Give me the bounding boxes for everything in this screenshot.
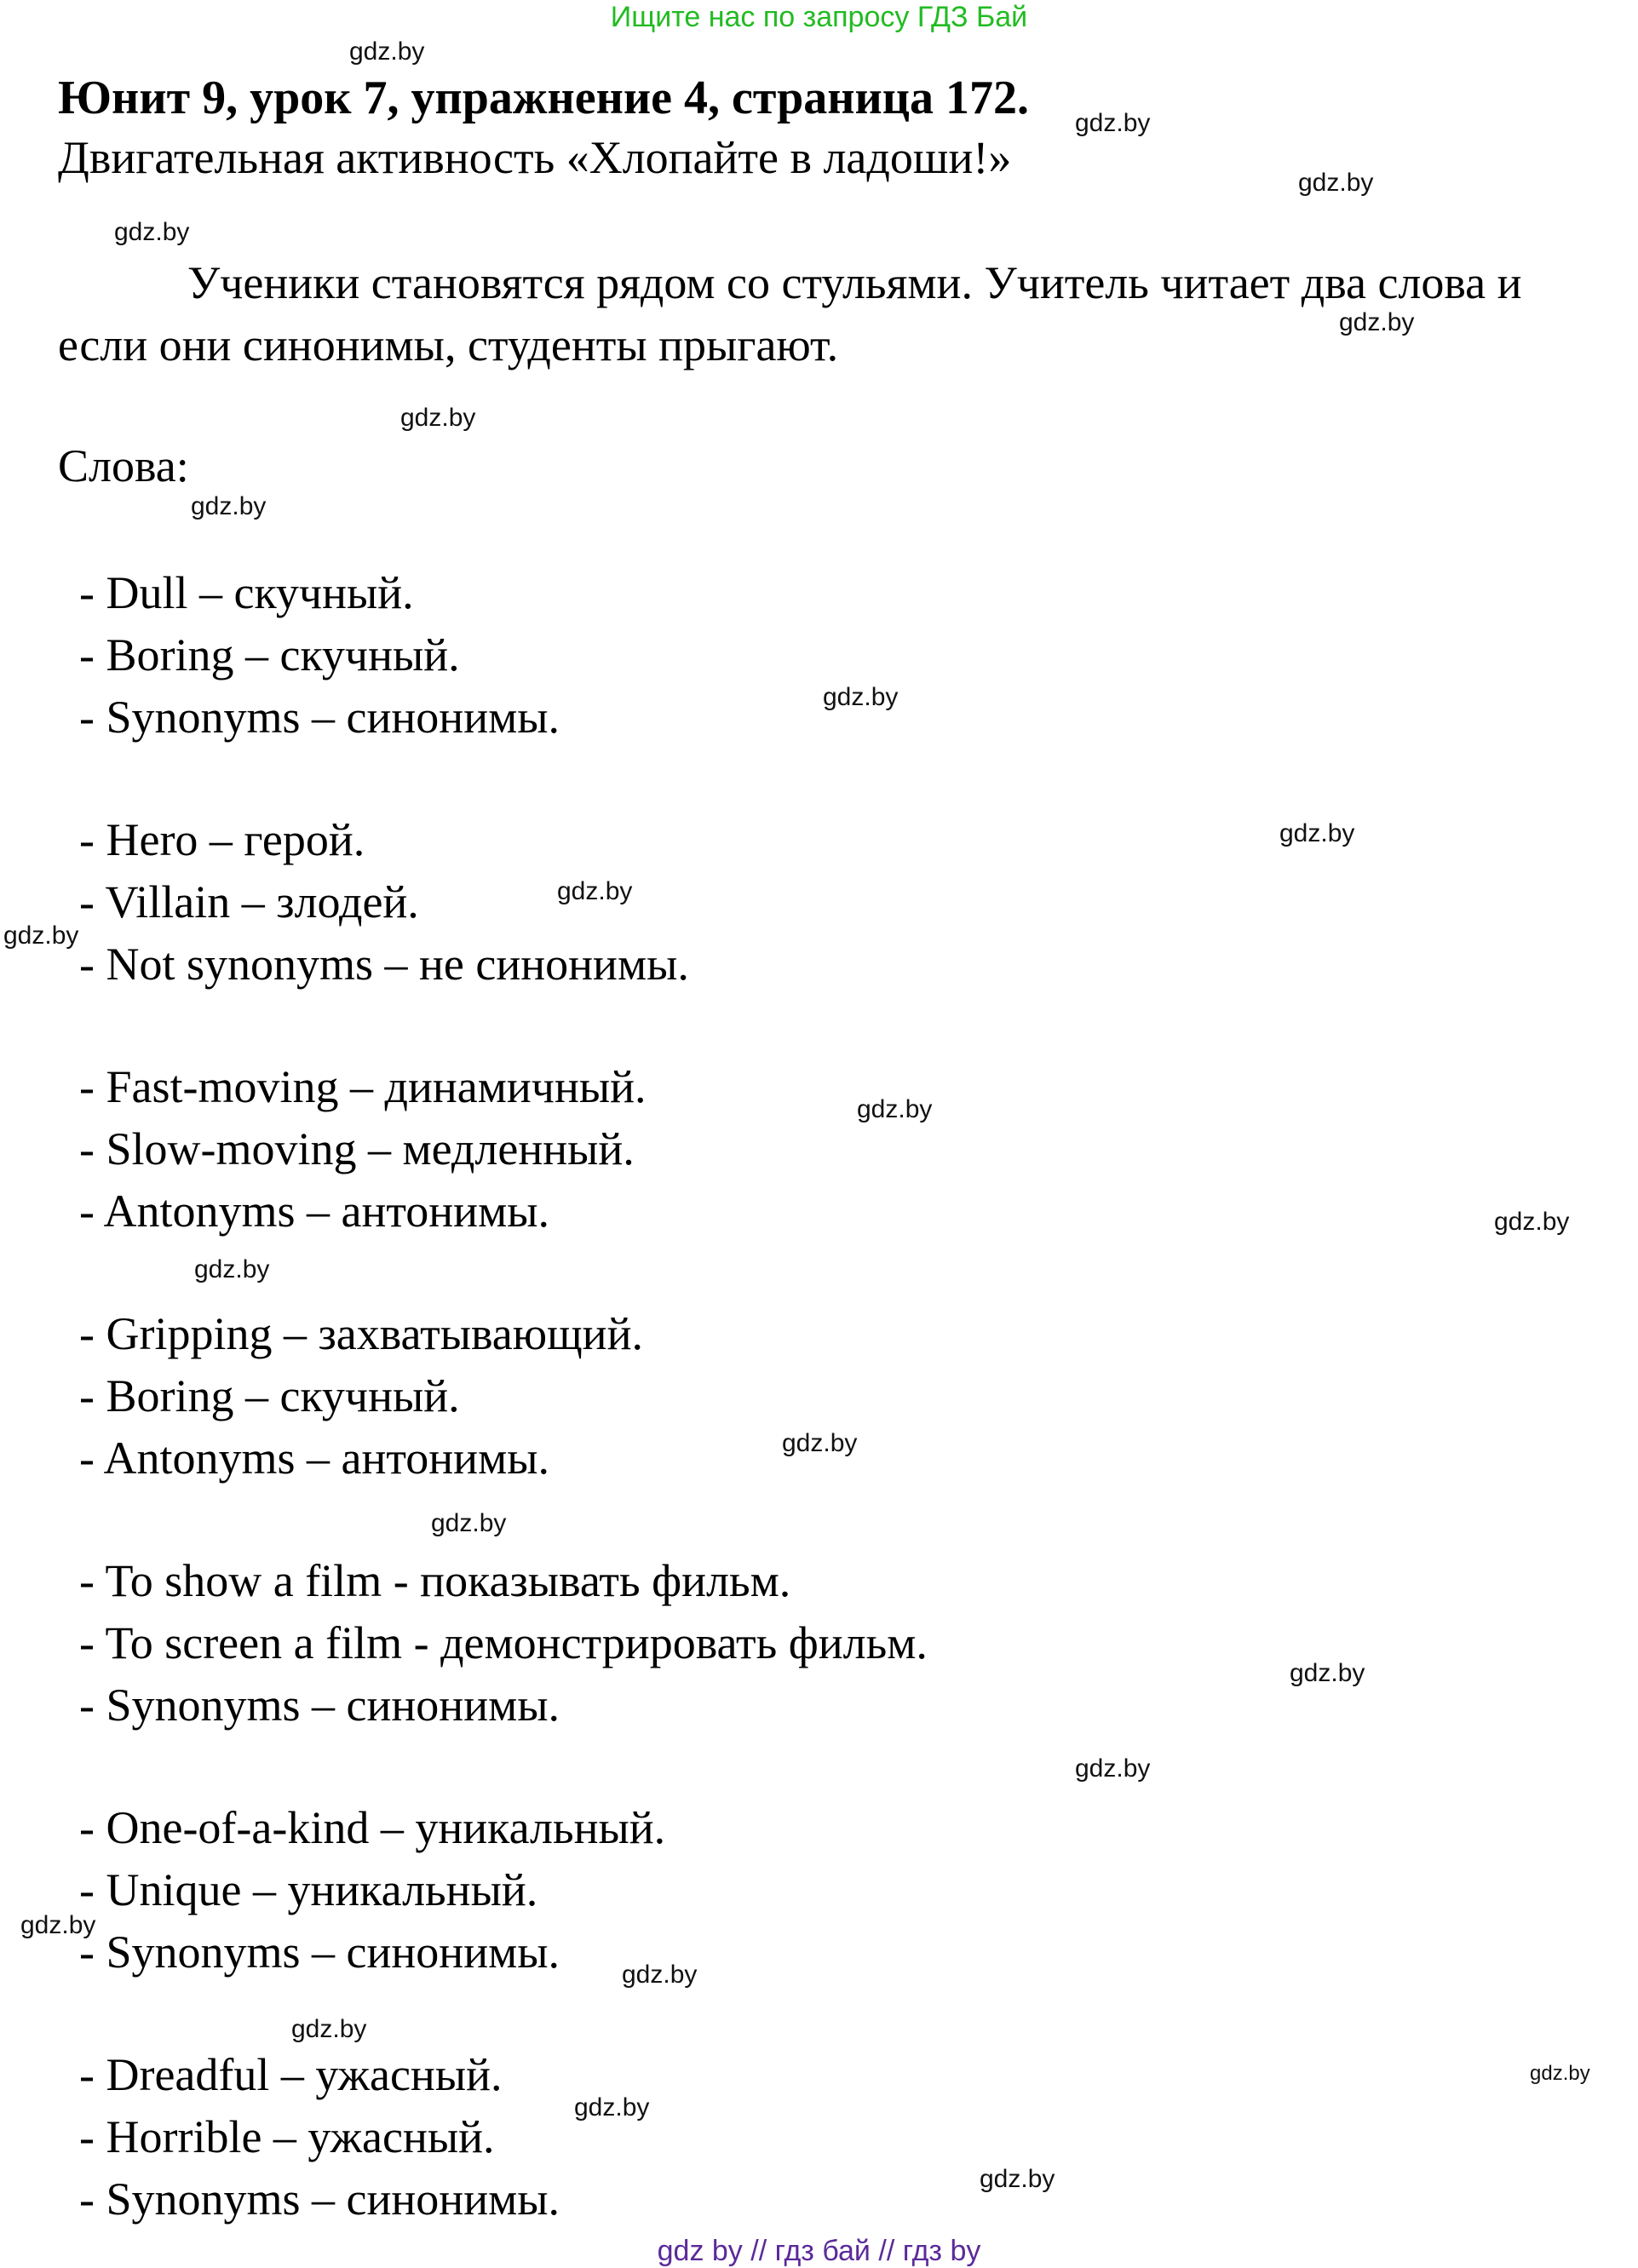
word-item: - Boring – скучный. [79,1370,460,1421]
top-banner-link[interactable]: Ищите нас по запросу ГДЗ Бай [610,1,1028,33]
word-item: - Gripping – захватывающий. [79,1308,643,1359]
word-item: - To show a film - показывать фильм. [79,1555,791,1606]
word-group-7 [79,2044,560,2231]
watermark: gdz.by [622,1961,698,1989]
word-item: - Boring – скучный. [79,629,460,680]
word-group-6 [79,1797,665,1984]
watermark: gdz.by [1075,109,1151,137]
footer-links[interactable]: gdz by // гдз бай // гдз by [657,2235,981,2267]
word-item: - Synonyms – синонимы. [79,692,560,743]
word-item: - Slow-moving – медленный. [79,1123,635,1174]
word-group-3 [79,1056,647,1243]
word-item: - Horrible – ужасный. [79,2111,495,2162]
word-group-4 [79,1303,643,1490]
watermark: gdz.by [1075,1754,1151,1783]
watermark: gdz.by [400,404,476,432]
watermark: gdz.by [857,1095,933,1123]
watermark: gdz.by [1290,1659,1365,1687]
watermark: gdz.by [823,683,899,711]
watermark: gdz.by [1494,1208,1570,1236]
watermark: gdz.by [3,922,79,950]
watermark: gdz.by [782,1429,858,1457]
word-item: - Villain – злодей. [79,876,419,927]
watermark: gdz.by [980,2165,1055,2193]
words-label: Слова: [58,440,189,491]
word-item: - Unique – уникальный. [79,1864,538,1915]
word-item: - Dreadful – ужасный. [79,2049,503,2100]
watermark: gdz.by [194,1255,270,1283]
watermark: gdz.by [557,877,633,905]
word-item: - One-of-a-kind – уникальный. [79,1802,666,1853]
word-item: - Dull – скучный. [79,567,414,618]
word-group-5 [79,1550,928,1737]
watermark: gdz.by [1298,169,1374,197]
watermark: gdz.by [114,218,190,246]
word-item: - Synonyms – синонимы. [79,1926,560,1978]
page-title: Юнит 9, урок 7, упражнение 4, страница 172. [58,72,1030,124]
watermark: gdz.by [431,1509,507,1537]
watermark: gdz.by [574,2093,650,2122]
word-item: - Synonyms – синонимы. [79,1679,560,1731]
word-group-1 [79,562,560,749]
word-item: - Hero – герой. [79,814,365,865]
watermark: gdz.by [1339,308,1415,336]
watermark: gdz.by [191,492,267,520]
watermark: gdz.by [291,2015,367,2043]
word-item: - Antonyms – антонимы. [79,1433,550,1484]
watermark: gdz.by [1530,2062,1590,2085]
watermark: gdz.by [1279,819,1355,847]
watermark: gdz.by [349,37,425,66]
word-item: - Not synonyms – не синонимы. [79,939,689,990]
word-item: - Synonyms – синонимы. [79,2173,560,2225]
page-subtitle: Двигательная активность «Хлопайте в ладоши!» [58,132,1012,183]
word-item: - Fast-moving – динамичный. [79,1061,647,1112]
word-item: - To screen a film - демонстрировать фильм. [79,1617,928,1668]
instructions-paragraph: Ученики становятся рядом со стульями. Учитель читает два слова и если они синонимы, студенты прыгают. [58,257,1522,370]
word-item: - Antonyms – антонимы. [79,1186,550,1237]
watermark: gdz.by [20,1911,96,1939]
